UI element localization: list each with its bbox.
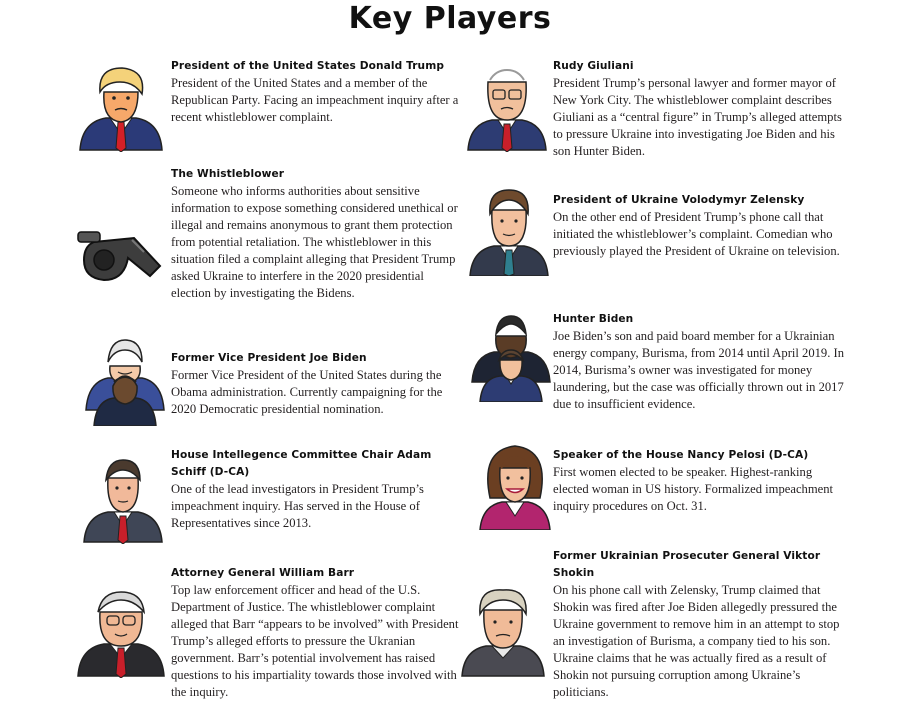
whistle-icon [74, 210, 164, 300]
entry-description: President of the United States and a member of the Republican Party. Facing an impeachment inquiry after a recent whistleblower complaint. [171, 76, 459, 124]
schiff-portrait-icon [78, 454, 168, 544]
giuliani-portrait-icon [462, 62, 552, 152]
entry-name: President of Ukraine Volodymyr Zelensky [553, 194, 805, 206]
hunter-biden-portrait-icon [466, 312, 556, 402]
trump-portrait-icon [76, 62, 166, 152]
barr-portrait-icon [76, 588, 166, 678]
entry-description: Someone who informs authorities about sensitive information to expose something considered unethical or illegal and remains anonymous to grant them protection from potential retaliation. The whistleblower in this situation filed a complaint alleging that President Trump asked Ukraine to interfere in the 2020 presidential election by investigating the Bidens. [171, 184, 458, 300]
entry-description: Top law enforcement officer and head of the U.S. Department of Justice. The whistleblower complaint alleged that Barr “appears to be involved” with President Trump’s alleged efforts to pressure the Ukranian government. Barr’s potential involvement has raised questions to his impartiality towards those involved with the inquiry. [171, 583, 459, 699]
entry-name: House Intellegence Committee Chair Adam Schiff (D-CA) [171, 449, 432, 478]
pelosi-portrait-icon [470, 440, 560, 530]
entry-name: Former Ukrainian Prosecuter General Viktor Shokin [553, 550, 821, 579]
entry-name: Hunter Biden [553, 313, 634, 325]
shokin-portrait-icon [458, 588, 548, 678]
entry-description: Former Vice President of the United States during the Obama administration. Currently campaigning for the 2020 Democratic presidential nomination. [171, 368, 443, 416]
zelensky-portrait-icon [464, 186, 554, 276]
entry-description: First women elected to be speaker. Highest-ranking elected woman in US history. Formalized impeachment inquiry procedures on Oct. 31. [553, 465, 834, 513]
entry-description: On his phone call with Zelensky, Trump claimed that Shokin was fired after Joe Biden allegedly pressured the Ukraine government to remove him in an attempt to stop an investigation of Burisma, a company tied to his son. Ukraine claims that he was actually fired as a result of Shokin not pursuing corruption among Ukraine’s politicians. [553, 583, 840, 699]
entry-name: Attorney General William Barr [171, 567, 355, 579]
entry-description: One of the lead investigators in President Trump’s impeachment inquiry. Has served in the House of Representatives since 2013. [171, 482, 424, 530]
entry-description: On the other end of President Trump’s phone call that initiated the whistleblower’s complaint. Comedian who previously played the President of Ukraine on television. [553, 210, 840, 258]
entry-description: Joe Biden’s son and paid board member for a Ukrainian energy company, Burisma, from 2014 until April 2019. In 2014, Burisma’s owner was investigated for money laundering, but the case was officially thrown out in 2017 due to insufficient evidence. [553, 329, 845, 411]
entry-name: President of the United States Donald Trump [171, 60, 445, 72]
page-title: Key Players [348, 1, 552, 36]
entry-name: Speaker of the House Nancy Pelosi (D-CA) [553, 449, 809, 461]
entry-name: The Whistleblower [171, 168, 285, 180]
entry-description: President Trump’s personal lawyer and former mayor of New York City. The whistleblower complaint describes Giuliani as a “central figure” in Trump’s alleged attempts to pressure Ukraine into investigating Joe Biden and his son Hunter Biden. [553, 76, 842, 158]
entry-name: Rudy Giuliani [553, 60, 634, 72]
biden-portrait-icon [80, 336, 170, 426]
entry-name: Former Vice President Joe Biden [171, 352, 367, 364]
